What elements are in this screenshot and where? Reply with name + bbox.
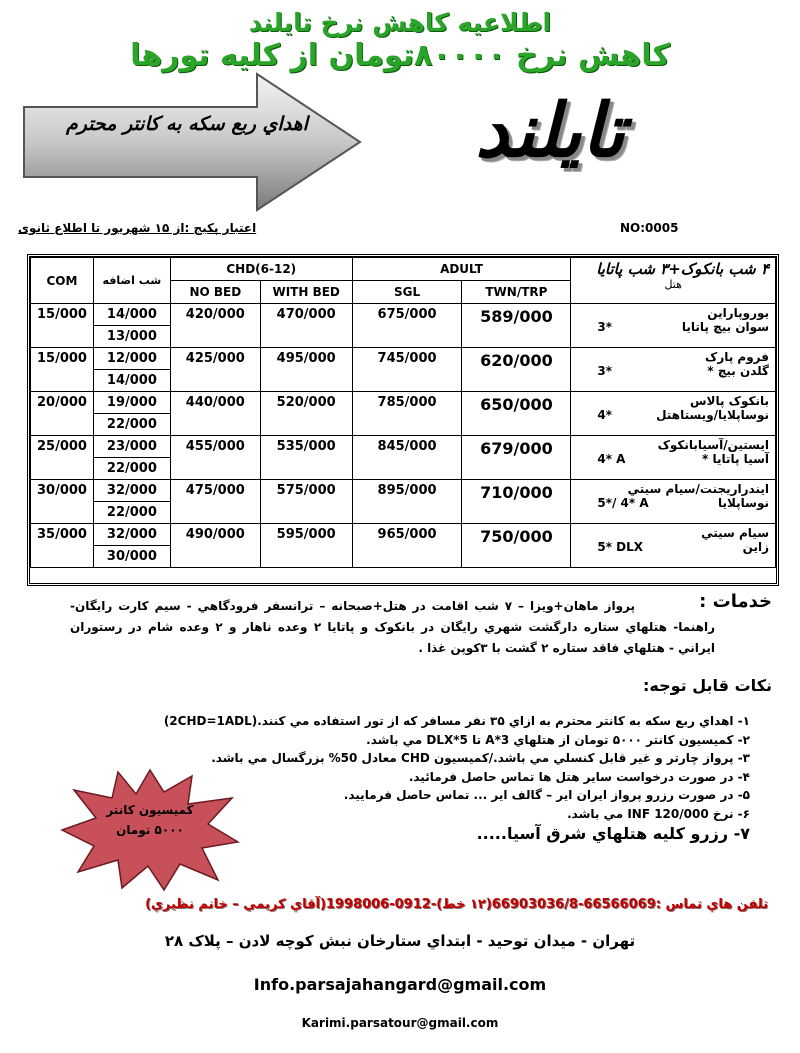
promo-arrow — [22, 72, 362, 212]
with-bed-cell: 595/000 — [260, 524, 352, 568]
com-cell: 20/000 — [31, 392, 94, 436]
hotel-star: 5*/ 4* A — [597, 496, 649, 510]
hotel-name-1: فروم پارک — [705, 350, 769, 364]
page-title: تایلند — [475, 88, 625, 174]
extra-night-cell: 32/000 — [93, 480, 170, 502]
table-row — [31, 392, 776, 414]
table-row — [31, 480, 776, 502]
header-sgl: SGL — [352, 281, 462, 304]
header-adult: ADULT — [352, 258, 571, 281]
header-line-2: کاهش نرخ ۸۰۰۰۰تومان از کلیه تورها — [130, 38, 670, 73]
hotel-name-2: سوان بیچ پاتایا — [681, 320, 769, 334]
services-text: پرواز ماهان+ویزا – ۷ شب اقامت در هتل+صبحانه – ترانسفر فرودگاهي - سیم کارت رایگان- راهنما- هتلهاي ستاره دارگشت شهري رایگان در بانکوک و پاتایا ۲ وعده ناهار و ۲ وعده شام در رستوران ایراني - هتلهاي فاقد ستاره ۲ گشت با ۳کوپن غذا . — [70, 599, 715, 655]
table-row — [31, 348, 776, 370]
extra-night-cell: 13/000 — [93, 326, 170, 348]
sgl-cell: 965/000 — [352, 524, 462, 568]
com-cell: 30/000 — [31, 480, 94, 524]
hotel-star: 3* — [597, 364, 612, 378]
no-bed-cell: 475/000 — [170, 480, 260, 524]
with-bed-cell: 520/000 — [260, 392, 352, 436]
starburst-line-1: کمیسیون کانتر — [106, 803, 194, 817]
hotel-name-2: زاین — [742, 540, 769, 554]
no-bed-cell: 420/000 — [170, 304, 260, 348]
com-cell: 15/000 — [31, 304, 94, 348]
com-cell: 35/000 — [31, 524, 94, 568]
contact-email-karimi[interactable]: Karimi.parsatour@gmail.com — [301, 1016, 499, 1030]
extra-night-cell: 23/000 — [93, 436, 170, 458]
hotel-name-1: يوروپاراين — [707, 306, 769, 320]
note-item: ۴- در صورت درخواست سایر هتل ها تماس حاصل فرمائید. — [408, 769, 750, 784]
starburst-text — [95, 800, 205, 840]
twn-cell: 620/000 — [462, 348, 571, 392]
with-bed-cell: 470/000 — [260, 304, 352, 348]
extra-night-cell: 32/000 — [93, 524, 170, 546]
rates-table — [30, 257, 776, 568]
note-item: ۵- در صورت رزرو پرواز ایران ایر – گالف ایر ... تماس حاصل فرمایید. — [343, 788, 750, 802]
header-line-1: اطلاعیه کاهش نرخ تایلند — [248, 8, 552, 37]
hotel-header: هتل — [664, 278, 682, 291]
hotel-star: 4* — [597, 408, 612, 422]
table-row — [31, 524, 776, 546]
note-item: ۲- کمیسیون کانتر ۵۰۰۰ تومان از هتلهاي 3*A تا 5*DLX مي باشد. — [366, 732, 750, 747]
twn-cell: 710/000 — [462, 480, 571, 524]
services-body — [70, 596, 715, 659]
hotel-name-1: بانکوک پالاس — [690, 394, 769, 408]
hotel-star: 3* — [597, 320, 612, 334]
hotel-name-1: سیام سیتي — [701, 526, 769, 540]
services-title: خدمات : — [699, 591, 772, 612]
extra-night-cell: 14/000 — [93, 304, 170, 326]
header-com: COM — [31, 258, 94, 304]
table-row — [31, 436, 776, 458]
notes-title: نکات قابل توجه: — [643, 676, 772, 695]
hotel-cell — [571, 348, 776, 392]
note-item: ۱- اهداي ربع سکه به کانتر محترم به ازاي ۳۵ نفر مسافر که از تور استفاده مي كنند.(2CHD=1ADL) — [163, 714, 750, 728]
starburst-line-2: ۵۰۰۰ تومان — [116, 823, 184, 837]
no-bed-cell: 455/000 — [170, 436, 260, 480]
com-cell: 25/000 — [31, 436, 94, 480]
hotel-cell — [571, 524, 776, 568]
sgl-cell: 675/000 — [352, 304, 462, 348]
hotel-name-1: ایستین/آسیابانکوک — [657, 438, 769, 452]
no-bed-cell: 440/000 — [170, 392, 260, 436]
extra-night-cell: 22/000 — [93, 458, 170, 480]
hotel-name-2: آسیا پاتایا * — [702, 452, 769, 466]
header-hotel — [571, 258, 776, 304]
sgl-cell: 745/000 — [352, 348, 462, 392]
hotel-name-2: نوساپلایا/ویستاهتل — [656, 408, 769, 422]
hotel-name-2: گلدن بیچ * — [707, 364, 769, 378]
table-title: ۴ شب بانکوک+۳ شب پاتایا — [596, 260, 769, 278]
extra-night-cell: 22/000 — [93, 502, 170, 524]
twn-cell: 679/000 — [462, 436, 571, 480]
hotel-star: 4* A — [597, 452, 626, 466]
header-with-bed: WITH BED — [260, 281, 352, 304]
rates-body — [31, 304, 776, 568]
hotel-cell — [571, 480, 776, 524]
extra-night-cell: 22/000 — [93, 414, 170, 436]
note-item: ۶- نرخ INF 120/000 مي باشد. — [567, 806, 750, 821]
with-bed-cell: 575/000 — [260, 480, 352, 524]
hotel-cell — [571, 304, 776, 348]
header-twn: TWN/TRP — [462, 281, 571, 304]
header-chd: CHD(6-12) — [170, 258, 352, 281]
twn-cell: 650/000 — [462, 392, 571, 436]
package-number: NO:0005 — [620, 221, 679, 235]
contact-address: تهران - میدان توحید - ابتداي ستارخان نبش کوچه لادن – پلاک ۲۸ — [164, 932, 636, 950]
contact-phone: تلفن هاي تماس :66566069-66903036/8(۱۲ خط)-0912-1998006(آقاي كريمي – خانم نظیري) — [145, 897, 768, 912]
note-item: ۷- رزرو کلیه هتلهاي شرق آسیا..... — [476, 824, 750, 843]
extra-night-cell: 30/000 — [93, 546, 170, 568]
twn-cell: 589/000 — [462, 304, 571, 348]
with-bed-cell: 535/000 — [260, 436, 352, 480]
package-validity: اعتبار پکیج :از ۱۵ شهریور تا اطلاع ثانوی — [18, 221, 257, 235]
com-cell: 15/000 — [31, 348, 94, 392]
sgl-cell: 785/000 — [352, 392, 462, 436]
twn-cell: 750/000 — [462, 524, 571, 568]
no-bed-cell: 490/000 — [170, 524, 260, 568]
table-row — [31, 304, 776, 326]
hotel-star: 5* DLX — [597, 540, 644, 554]
header-no-bed: NO BED — [170, 281, 260, 304]
hotel-name-2: نوساپلایا — [718, 496, 769, 510]
hotel-cell — [571, 436, 776, 480]
note-item: ۳- پرواز چارتر و غیر قابل کنسلي مي باشد./کمیسیون CHD معادل 50% بزرگسال مي باشد. — [211, 751, 750, 765]
extra-night-cell: 14/000 — [93, 370, 170, 392]
notes-list — [150, 712, 750, 844]
no-bed-cell: 425/000 — [170, 348, 260, 392]
hotel-cell — [571, 392, 776, 436]
with-bed-cell: 495/000 — [260, 348, 352, 392]
sgl-cell: 895/000 — [352, 480, 462, 524]
contact-email-info[interactable]: Info.parsajahangard@gmail.com — [253, 975, 547, 994]
header-extra-night: شب اضافه — [93, 258, 170, 304]
hotel-name-1: ایندراریجنت/سیام سیتي — [627, 482, 769, 496]
extra-night-cell: 12/000 — [93, 348, 170, 370]
promo-arrow-text: اهداي ربع سکه به کانتر محترم — [66, 113, 308, 135]
extra-night-cell: 19/000 — [93, 392, 170, 414]
sgl-cell: 845/000 — [352, 436, 462, 480]
